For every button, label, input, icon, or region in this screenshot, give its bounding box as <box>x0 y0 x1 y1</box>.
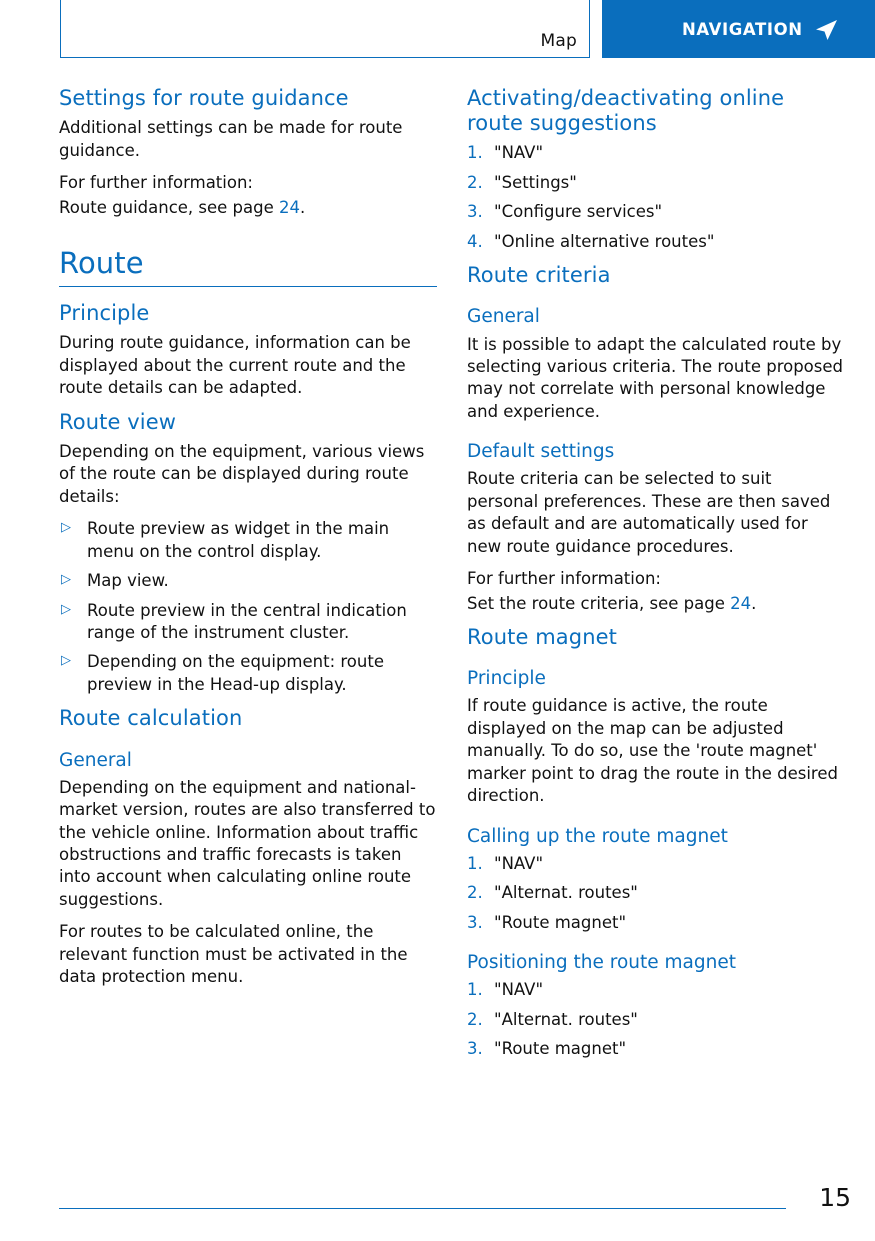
step-number: 1. <box>467 143 483 163</box>
footer-rule <box>59 1208 786 1209</box>
header-navigation-label: NAVIGATION <box>682 20 803 39</box>
list-item <box>467 142 845 164</box>
list-item <box>467 1009 845 1031</box>
section-title-settings-route-guidance: Settings for route guidance <box>59 86 349 110</box>
step-label: "Settings" <box>494 172 577 192</box>
default-settings-paragraph-1: Route criteria can be selected to suit personal preferences. These are then saved as default and are automatically used for new route guidance procedures. <box>467 469 831 556</box>
step-number: 3. <box>467 1039 483 1059</box>
list-item <box>467 882 845 904</box>
step-number: 4. <box>467 231 483 251</box>
list-item-label: Map view. <box>87 571 169 591</box>
step-label: "NAV" <box>494 143 544 163</box>
settings-cross-reference-text: Route guidance, see page <box>59 197 280 217</box>
step-label: "Online alternative routes" <box>494 231 715 251</box>
list-item <box>467 1038 845 1060</box>
list-item <box>59 651 437 696</box>
settings-cross-reference-period: . <box>300 197 306 217</box>
step-number: 1. <box>467 980 483 1000</box>
subsection-title-general-left: General <box>59 749 132 771</box>
section-title-route-calculation: Route calculation <box>59 706 243 731</box>
subsection-title-calling-up-route-magnet: Calling up the route magnet <box>467 825 728 847</box>
step-label: "NAV" <box>494 853 544 873</box>
default-settings-cross-reference <box>467 593 845 615</box>
list-item-label: Route preview in the central indication range of the instrument cluster. <box>87 600 407 643</box>
route-criteria-general-paragraph: It is possible to adapt the calculated route by selecting various criteria. The route proposed may not correlate with personal knowledge and experience. <box>467 334 844 421</box>
section-title-online-route-suggestions: Activating/deactivating online route suggestions <box>467 86 785 136</box>
step-number: 3. <box>467 912 483 932</box>
settings-paragraph-1: Additional settings can be made for route guidance. <box>59 118 403 160</box>
list-item <box>59 600 437 645</box>
route-calculation-paragraph-2: For routes to be calculated online, the relevant function must be activated in the data protection menu. <box>59 922 408 987</box>
settings-cross-reference-page[interactable]: 24 <box>279 197 301 217</box>
default-settings-cross-reference-period: . <box>751 593 757 613</box>
triangle-bullet-icon: ▷ <box>61 520 71 536</box>
header-navigation-banner <box>602 0 875 58</box>
step-label: "Alternat. routes" <box>494 883 638 903</box>
default-settings-further-information: For further information: <box>467 569 661 589</box>
right-column <box>467 86 845 1071</box>
triangle-bullet-icon: ▷ <box>61 653 71 669</box>
step-label: "Alternat. routes" <box>494 1009 638 1029</box>
section-title-route-magnet: Route magnet <box>467 625 617 650</box>
triangle-bullet-icon: ▷ <box>61 572 71 588</box>
settings-cross-reference <box>59 197 437 219</box>
step-number: 2. <box>467 172 483 192</box>
left-column <box>59 86 437 999</box>
route-calculation-paragraph-1: Depending on the equipment and national-market version, routes are also transferred to the vehicle online. Information about traffic obstructions and traffic forecasts is taken into account when calculating online route suggestions. <box>59 777 436 909</box>
positioning-route-magnet-steps <box>467 979 845 1060</box>
list-item <box>467 201 845 223</box>
page-number: 15 <box>819 1183 851 1212</box>
list-item <box>467 231 845 253</box>
section-title-route-criteria: Route criteria <box>467 263 611 288</box>
chapter-title-route: Route <box>59 245 144 280</box>
step-label: "NAV" <box>494 980 544 1000</box>
subsection-title-general-right: General <box>467 306 540 328</box>
list-item <box>467 979 845 1001</box>
step-label: "Configure services" <box>494 202 663 222</box>
settings-further-information: For further information: <box>59 173 253 193</box>
step-number: 2. <box>467 1009 483 1029</box>
default-settings-cross-reference-text: Set the route criteria, see page <box>467 593 731 613</box>
list-item <box>59 518 437 563</box>
step-number: 3. <box>467 202 483 222</box>
calling-up-route-magnet-steps <box>467 853 845 934</box>
subsection-title-positioning-route-magnet: Positioning the route magnet <box>467 952 736 974</box>
list-item <box>467 912 845 934</box>
route-view-bullet-list <box>59 518 437 696</box>
list-item <box>467 853 845 875</box>
default-settings-cross-reference-page[interactable]: 24 <box>730 593 752 613</box>
chapter-rule <box>59 286 437 287</box>
step-label: "Route magnet" <box>494 1039 627 1059</box>
subsection-title-principle-right: Principle <box>467 668 546 690</box>
list-item-label: Depending on the equipment: route preview in the Head-up display. <box>87 652 384 694</box>
step-number: 1. <box>467 853 483 873</box>
step-number: 2. <box>467 883 483 903</box>
header-tab-label: Map <box>540 31 577 51</box>
list-item <box>467 172 845 194</box>
page-header <box>0 0 875 58</box>
list-item <box>59 570 437 592</box>
principle-paragraph-left: During route guidance, information can be displayed about the current route and the route details can be adapted. <box>59 333 411 398</box>
route-magnet-principle-paragraph: If route guidance is active, the route displayed on the map can be adjusted manually. To do so, use the 'route magnet' marker point to drag the route in the desired direction. <box>467 696 838 806</box>
section-title-principle-left: Principle <box>59 301 150 326</box>
list-item-label: Route preview as widget in the main menu on the control display. <box>87 519 390 561</box>
step-label: "Route magnet" <box>494 912 627 932</box>
online-route-suggestions-steps <box>467 142 845 253</box>
route-view-paragraph: Depending on the equipment, various views of the route can be displayed during route details: <box>59 441 425 506</box>
section-title-route-view: Route view <box>59 409 176 434</box>
navigation-arrow-icon <box>813 17 839 43</box>
triangle-bullet-icon: ▷ <box>61 601 71 617</box>
subsection-title-default-settings: Default settings <box>467 441 615 463</box>
header-tab-map <box>60 0 590 58</box>
